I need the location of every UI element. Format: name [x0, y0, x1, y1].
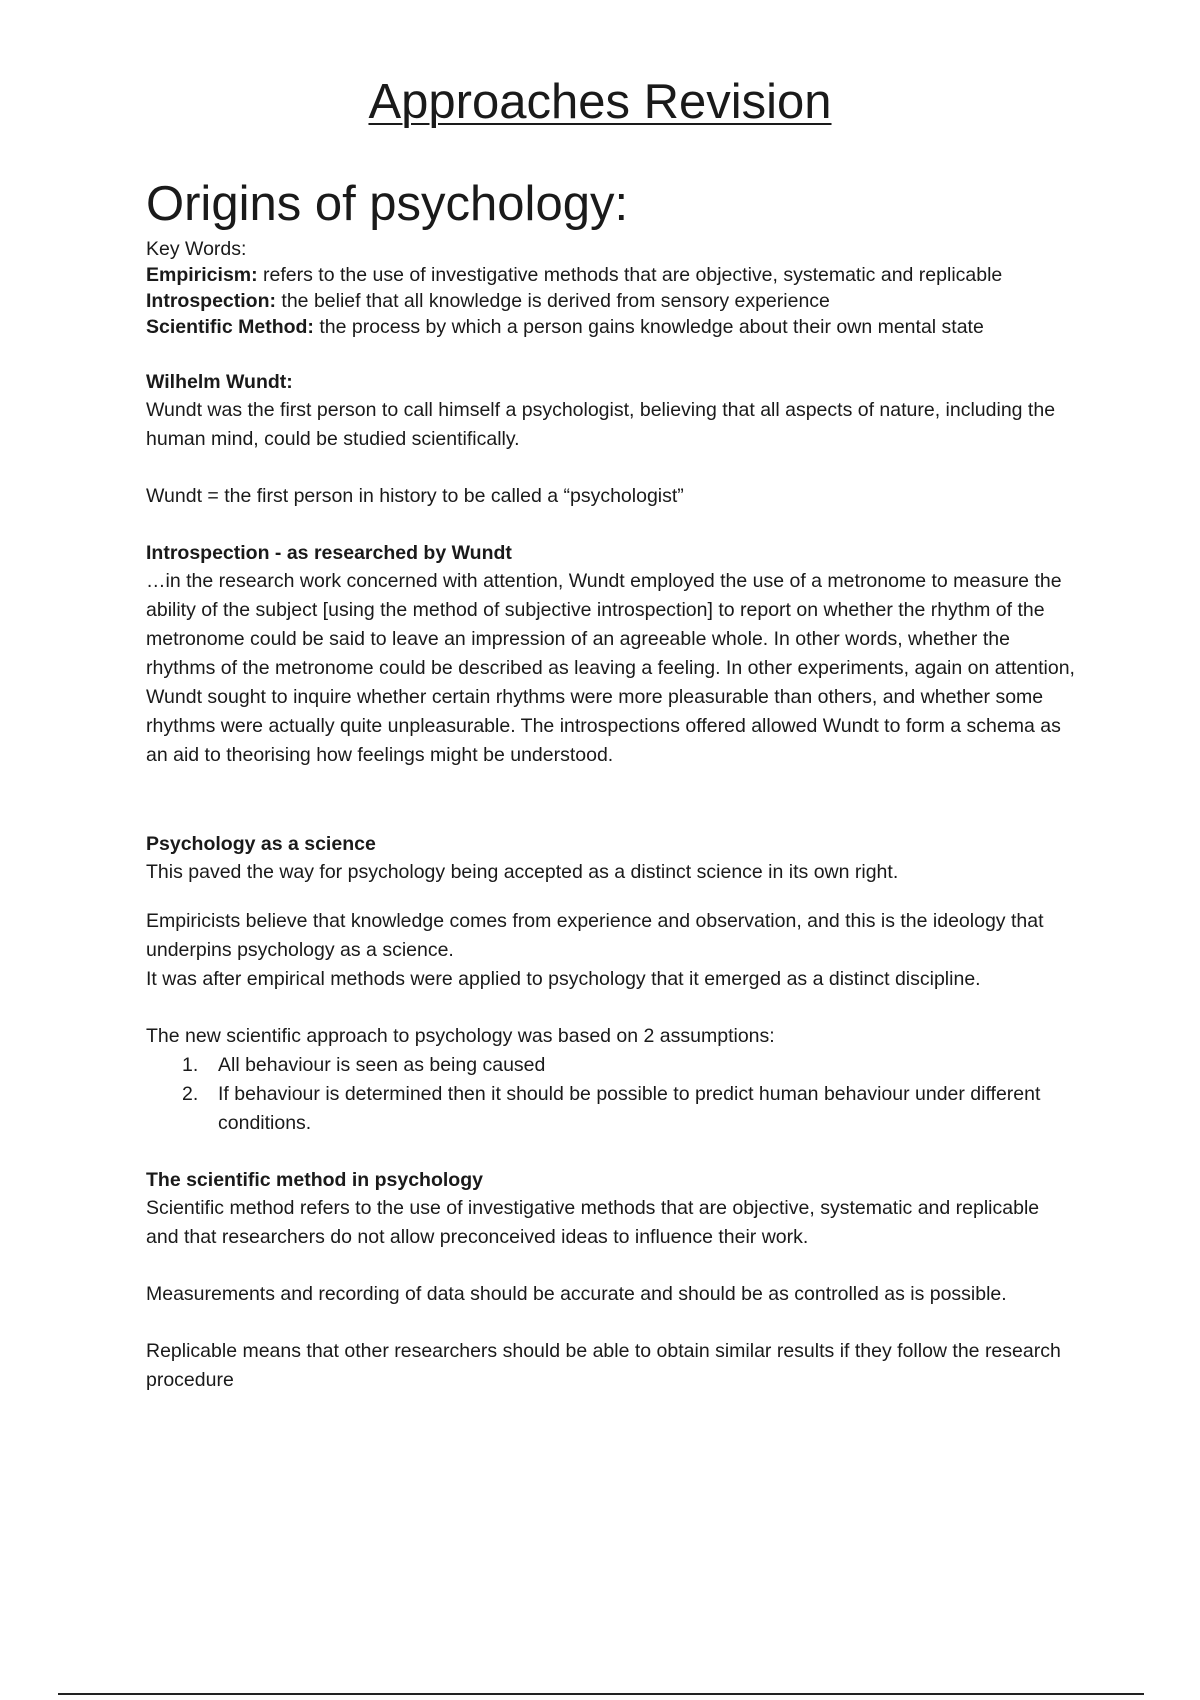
- page-divider: [58, 1693, 1144, 1695]
- scientific-method-body-1: Scientific method refers to the use of investigative methods that are objective, systematic and replicable and that researchers do not allow preconceived ideas to influence their work.: [146, 1197, 1040, 1248]
- key-words-block: [146, 236, 1076, 340]
- science-heading: Psychology as a science: [146, 833, 376, 855]
- list-item-number: 2.: [182, 1083, 199, 1105]
- introspection-body: …in the research work concerned with attention, Wundt employed the use of a metronome to measure the ability of the subject [using the method of subjective introspection] to report on whether the rhythm of the metronome could be said to leave an impression of an agreeable whole. In other words, whether the rhythms of the metronome could be described as leaving a feeling. In other experiments, again on attention, Wundt sought to inquire whether certain rhythms were more pleasurable than others, and whether some rhythms were actually quite unpleasurable. The introspections offered allowed Wundt to form a schema as an aid to theorising how feelings might be understood.: [146, 570, 1075, 766]
- introspection-heading: Introspection - as researched by Wundt: [146, 542, 512, 564]
- list-item: [146, 1080, 1076, 1138]
- key-words-label: Key Words:: [146, 238, 247, 260]
- list-item: [146, 1051, 1076, 1080]
- key-word-term: Scientific Method:: [146, 316, 314, 338]
- wundt-body: Wundt was the first person to call himself a psychologist, believing that all aspects of nature, including the human mind, could be studied scientifically.: [146, 399, 1056, 450]
- key-word-definition: refers to the use of investigative methods that are objective, systematic and replicable: [257, 264, 1003, 286]
- document-body: [146, 172, 1076, 1395]
- list-item-number: 1.: [182, 1054, 199, 1076]
- wundt-heading: Wilhelm Wundt:: [146, 371, 293, 393]
- assumptions-intro: The new scientific approach to psychology was based on 2 assumptions:: [146, 1025, 775, 1047]
- key-word-definition: the process by which a person gains knowledge about their own mental state: [313, 316, 984, 338]
- document-title: Approaches Revision: [368, 75, 832, 129]
- key-word-empiricism: [146, 262, 1076, 288]
- science-body-1: This paved the way for psychology being accepted as a distinct science in its own right.: [146, 861, 899, 883]
- wundt-note: Wundt = the first person in history to be called a “psychologist”: [146, 485, 684, 507]
- assumptions-list: [146, 1051, 1076, 1138]
- key-word-term: Introspection:: [146, 290, 276, 312]
- key-word-definition: the belief that all knowledge is derived from sensory experience: [276, 290, 830, 312]
- scientific-method-body-2: Measurements and recording of data should be accurate and should be as controlled as is possible.: [146, 1283, 1007, 1305]
- science-body-2b: It was after empirical methods were applied to psychology that it emerged as a distinct discipline.: [146, 968, 981, 990]
- key-word-scientific-method: [146, 314, 1076, 340]
- scientific-method-heading: The scientific method in psychology: [146, 1169, 483, 1191]
- list-item-text: All behaviour is seen as being caused: [218, 1054, 546, 1076]
- key-word-term: Empiricism:: [146, 264, 258, 286]
- scientific-method-body-3: Replicable means that other researchers should be able to obtain similar results if they follow the research procedure: [146, 1340, 1061, 1391]
- science-body-2a: Empiricists believe that knowledge comes from experience and observation, and this is the ideology that underpins psychology as a science.: [146, 910, 1044, 961]
- list-item-text: If behaviour is determined then it should be possible to predict human behaviour under different conditions.: [218, 1083, 1041, 1134]
- key-word-introspection: [146, 288, 1076, 314]
- section-heading: Origins of psychology:: [146, 177, 629, 231]
